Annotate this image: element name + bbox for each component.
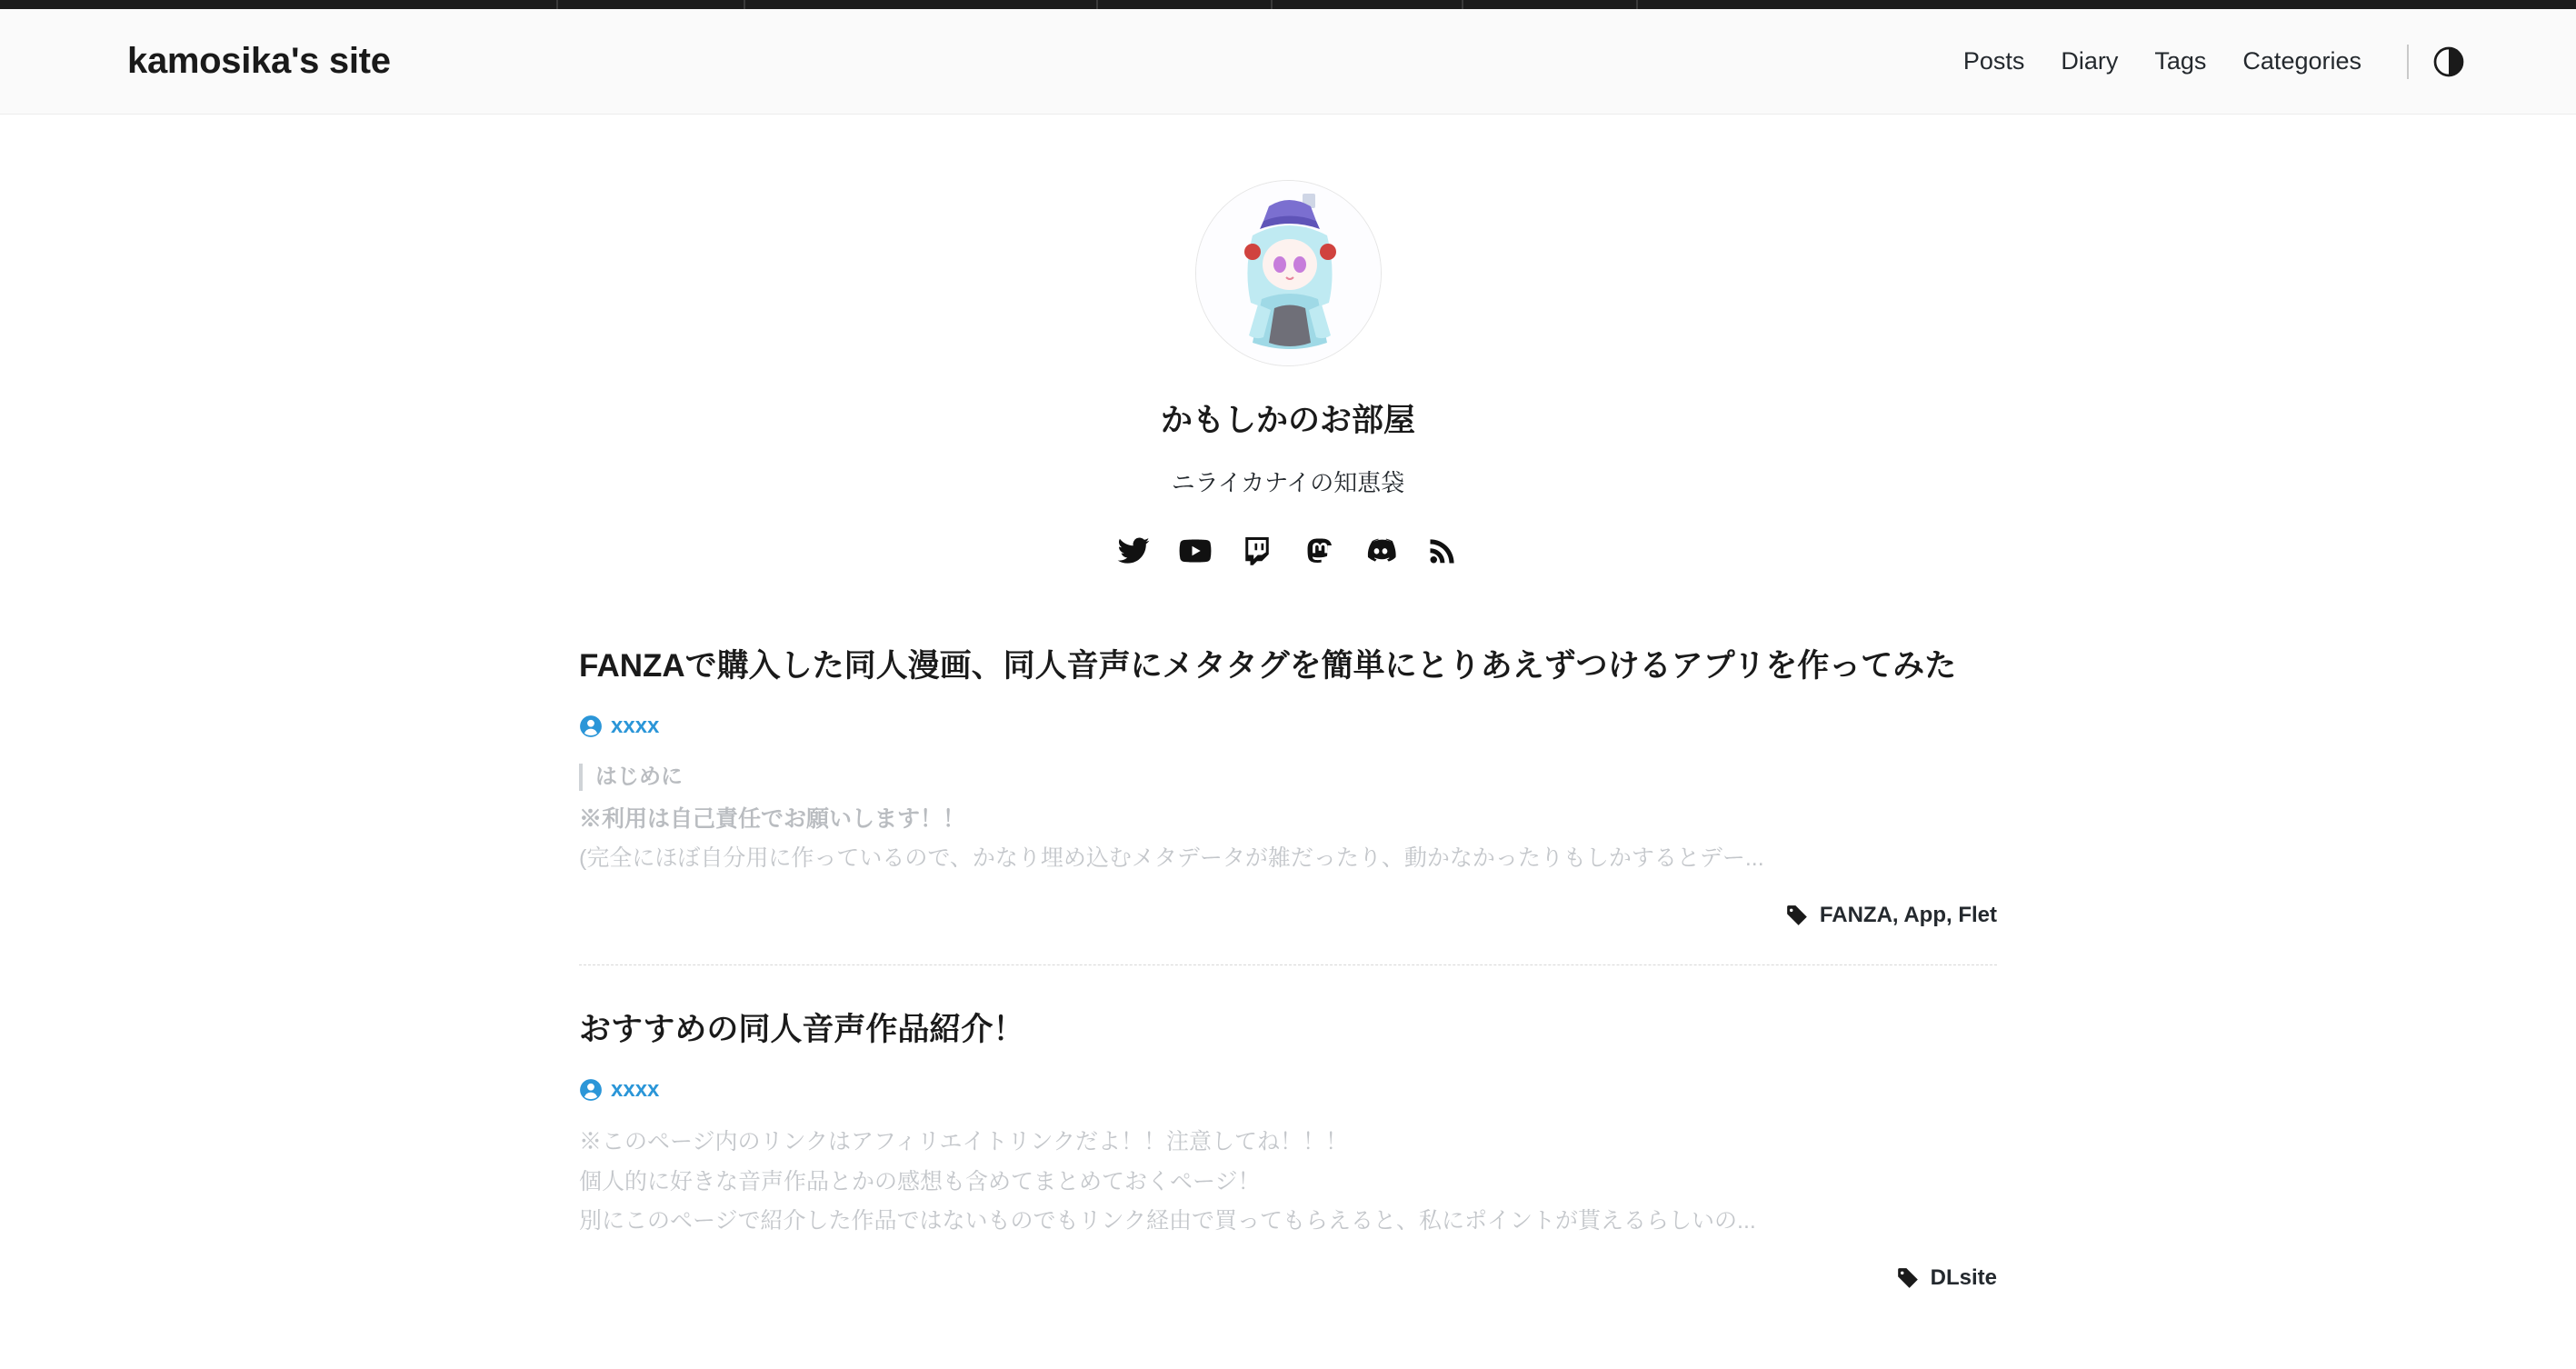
excerpt-heading-text: はじめに [595, 764, 683, 789]
profile-description: ニライカナイの知恵袋 [1171, 469, 1405, 496]
post-tag-list: FANZA, App, Flet [1819, 903, 1997, 928]
excerpt-text: 別にこのページで紹介した作品ではないものでもリンク経由で買ってもらえると、私にポイントが貰えるらしいの... [579, 1208, 1756, 1234]
excerpt-text: ※このページ内のリンクはアフィリエイトリンクだよ！！注意してね！！！ [579, 1128, 1349, 1154]
post-author-name: xxxx [611, 1076, 660, 1102]
post-list [579, 644, 1997, 1327]
page-root [0, 9, 2576, 1369]
tag-icon [1896, 1266, 1920, 1290]
twitter-icon[interactable] [1115, 533, 1152, 569]
rss-icon[interactable] [1424, 533, 1461, 569]
post-excerpt [579, 1123, 1997, 1242]
social-links [1115, 533, 1461, 569]
post-author[interactable] [579, 1077, 1997, 1103]
excerpt-text: 個人的に好きな音声作品とかの感想も含めてまとめておくページ！ [579, 1168, 1261, 1194]
avatar[interactable] [1195, 180, 1382, 366]
site-title[interactable]: kamosika's site [127, 41, 391, 81]
excerpt-heading [579, 759, 1997, 796]
user-icon [579, 714, 603, 738]
browser-chrome-strip [0, 0, 2576, 9]
profile-block [0, 180, 2576, 569]
main-navigation [1945, 42, 2469, 82]
post-item [579, 964, 1997, 1327]
post-title[interactable]: FANZAで購入した同人漫画、同人音声にメタタグを簡単にとりあえずつけるアプリを作ってみた [579, 648, 1957, 684]
half-circle-contrast-icon[interactable] [2429, 42, 2469, 82]
post-tags[interactable] [579, 903, 1997, 928]
post-tags[interactable] [579, 1265, 1997, 1291]
excerpt-text: (完全にほぼ自分用に作っているので、かなり埋め込むメタデータが雑だったり、動かなかったりもしかするとデー... [579, 845, 1764, 872]
post-item [579, 644, 1997, 964]
youtube-icon[interactable] [1177, 533, 1213, 569]
excerpt-heading-bar [579, 764, 583, 791]
post-author[interactable] [579, 714, 1997, 739]
post-excerpt [579, 759, 1997, 879]
post-tag-list: DLsite [1930, 1265, 1997, 1291]
nav-divider [2407, 45, 2409, 79]
nav-categories[interactable]: Categories [2242, 47, 2361, 75]
nav-diary[interactable]: Diary [2061, 47, 2119, 75]
twitch-icon[interactable] [1239, 533, 1275, 569]
post-author-name: xxxx [611, 713, 660, 738]
nav-tags[interactable]: Tags [2154, 47, 2207, 75]
mastodon-icon[interactable] [1301, 533, 1337, 569]
post-title[interactable]: おすすめの同人音声作品紹介！ [579, 1012, 1025, 1048]
excerpt-strong-text: ※利用は自己責任でお願いします！！ [579, 805, 966, 832]
profile-name: かもしかのお部屋 [1160, 403, 1415, 438]
user-icon [579, 1078, 603, 1102]
tag-icon [1785, 904, 1809, 927]
nav-posts[interactable]: Posts [1962, 47, 2025, 75]
site-header [0, 9, 2576, 115]
discord-icon[interactable] [1363, 533, 1399, 569]
